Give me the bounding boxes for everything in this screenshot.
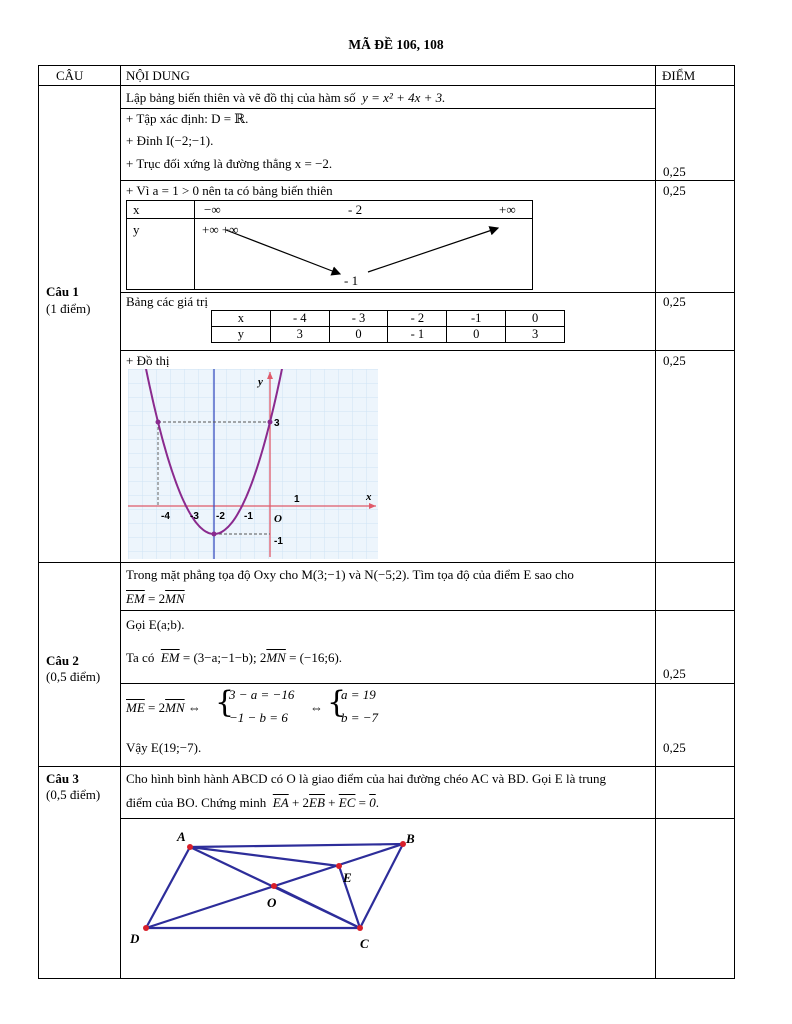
- svg-text:-3: -3: [190, 511, 199, 522]
- cau2-vectors: Ta có $\overline{EM}$ = (3−a;−1−b); $2\overline{MN}$ = (−16;6).: [126, 650, 343, 665]
- cau2-sys2-b: b = −7: [341, 710, 379, 725]
- cau1-label: Câu 1: [46, 284, 79, 299]
- cau1-values-intro: Bảng các giá trị: [126, 294, 208, 309]
- cau2-iff: ⇔: [310, 700, 323, 715]
- svg-text:-4: -4: [161, 511, 170, 522]
- cau3-label: Câu 3: [46, 771, 79, 786]
- vertex-d: D: [130, 931, 140, 946]
- cau1-score-2: 0,25: [663, 183, 686, 198]
- point-e: E: [343, 870, 352, 885]
- point-o: O: [267, 895, 277, 910]
- cau1-points: (1 điểm): [46, 301, 91, 316]
- cau1-axis: + Trục đối xứng là đường thẳng x = −2.: [126, 156, 333, 171]
- variation-table: x y −∞ - 2 +∞ +∞ +∞ - 1: [126, 200, 533, 290]
- cau3-prompt-line1: Cho hình bình hành ABCD có O là giao điểm của hai đường chéo AC và BD. Gọi E là trung: [126, 771, 607, 786]
- svg-text:1: 1: [294, 494, 300, 505]
- cau3-prompt-line2: điểm của BO. Chứng minh $\overline{EA} + 2\overline{EB} + \overline{EC} = 0$.: [126, 795, 379, 810]
- svg-text:-1: -1: [244, 511, 253, 522]
- vertex-b: B: [406, 831, 415, 846]
- cau3-points: (0,5 điểm): [46, 787, 101, 802]
- cau2-sys1-a: 3 − a = −16: [229, 687, 295, 702]
- cau2-score-1: 0,25: [663, 666, 686, 681]
- page-title: MÃ ĐỀ 106, 108: [348, 37, 444, 52]
- cau2-sys1-b: −1 − b = 6: [229, 710, 288, 725]
- cau1-score-3: 0,25: [663, 294, 686, 309]
- values-table: x - 4 - 3 - 2 -1 0 y 3 0 - 1 0 3: [211, 310, 565, 343]
- cau1-variation-intro: + Vì a = 1 > 0 nên ta có bảng biến thiên: [126, 183, 333, 198]
- svg-text:x: x: [366, 491, 372, 503]
- cau2-points: (0,5 điểm): [46, 669, 101, 684]
- variation-arrows: [126, 200, 533, 290]
- cau1-vertex: + Đỉnh I(−2;−1).: [126, 133, 214, 148]
- header-cau: CÂU: [56, 68, 84, 83]
- cau2-sys2-a: a = 19: [341, 687, 376, 702]
- svg-text:3: 3: [274, 418, 280, 429]
- cau2-prompt-line1: Trong mặt phẳng tọa độ Oxy cho M(3;−1) và N(−5;2). Tìm tọa độ của điểm E sao cho: [126, 567, 574, 582]
- parallelogram-figure: [126, 825, 446, 955]
- vertex-c: C: [360, 936, 369, 951]
- vertex-a: A: [177, 829, 186, 844]
- cau2-score-2: 0,25: [663, 740, 686, 755]
- cau2-equation: $\overline{ME} = 2\overline{MN}$ ⇔: [126, 700, 201, 715]
- cau2-conclusion: Vậy E(19;−7).: [126, 740, 202, 755]
- svg-text:y: y: [258, 376, 263, 388]
- svg-text:-2: -2: [216, 511, 225, 522]
- cau1-graph-intro: + Đồ thị: [126, 353, 170, 368]
- cau1-domain: + Tập xác định: D = ℝ.: [126, 111, 249, 126]
- parabola-graph: [128, 369, 378, 559]
- header-diem: ĐIỂM: [662, 68, 696, 83]
- svg-text:-1: -1: [274, 536, 283, 547]
- cau2-label: Câu 2: [46, 653, 79, 668]
- cau2-let: Gọi E(a;b).: [126, 617, 185, 632]
- header-noi-dung: NỘI DUNG: [126, 68, 190, 83]
- svg-text:O: O: [274, 513, 282, 525]
- cau1-score-4: 0,25: [663, 353, 686, 368]
- cau2-prompt-line2: $\overline{EM} = 2\overline{MN}$: [126, 591, 185, 606]
- cau1-score-1: 0,25: [663, 164, 686, 179]
- answer-table: CÂU NỘI DUNG ĐIỂM Câu 1 (1 điểm) Lập bảng biến thiên và vẽ đồ thị của hàm số y = x² + 4x + 3. + Tập xác định: D = ℝ. + Đỉnh I(−2;−1). + Trục đối xứng là đường thẳng x = −2. 0,25 + Vì a = 1 > 0 nên ta có bảng biến thiên 0,25 x y −∞ - 2 +∞ +∞ +∞ - 1 Bảng các giá trị 0,25 x - 4 - 3 - 2 -1 0 y 3 0 - 1 0 3 + Đồ thị 0,25 -4 -3 -2 -1 1 O 3 -1 y x Câu 2 (0,5 điểm) Trong mặt phẳng tọa độ Oxy cho M(3;−1) và N(−5;2). Tìm tọa độ của điểm E sao cho $\overline{EM} = 2\overline{MN}$ Gọi E(a;b). Ta có $\overline{EM}$ = (3−a;−1−b); $2\overline{MN}$ = (−16;6). 0,25 $\overline{ME} = 2\overline{MN}$ ⇔ { 3 − a = −16 −1 − b = 6 ⇔ { a = 19 b = −7 Vậy E(19;−7). 0,25 Câu 3 (0,5 điểm) Cho hình bình hành ABCD có O là giao điểm của hai đường chéo AC và BD. Gọi E là trung điểm của BO. Chứng minh $\overline{EA} + 2\overline{EB} + \overline{EC} = 0$. A B C D O E: [38, 65, 735, 979]
- cau1-prompt: Lập bảng biến thiên và vẽ đồ thị của hàm số y = x² + 4x + 3.: [126, 90, 446, 105]
